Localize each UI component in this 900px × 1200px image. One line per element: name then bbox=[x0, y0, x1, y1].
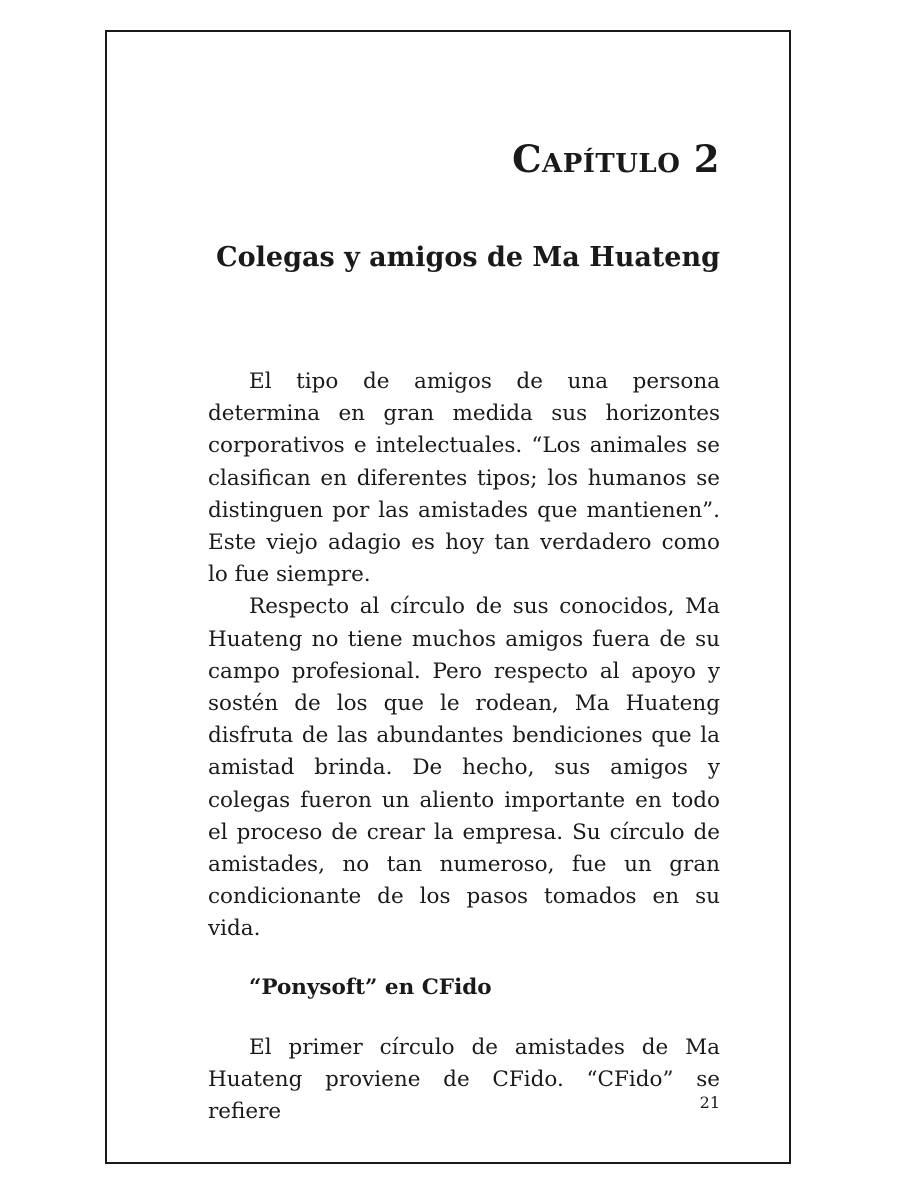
page-number: 21 bbox=[699, 1093, 720, 1112]
chapter-title: Colegas y amigos de Ma Huateng bbox=[216, 242, 720, 273]
paragraph: El tipo de amigos de una persona determina en gran medida sus horizontes corporativos e intelectuales. “Los animales se clasifican en diferentes tipos; los humanos se distinguen por las amistades que mantienen”. Este viejo adagio es hoy tan verdadero como lo fue siempre. bbox=[208, 369, 720, 588]
chapter-label: Capítulo 2 bbox=[512, 137, 720, 181]
body-text bbox=[208, 366, 720, 1128]
paragraph: El primer círculo de amistades de Ma Huateng proviene de CFido. “CFido” se refiere bbox=[208, 1034, 720, 1125]
section-heading: “Ponysoft” en CFido bbox=[249, 974, 492, 1000]
paragraph: Respecto al círculo de sus conocidos, Ma Huateng no tiene muchos amigos fuera de su campo profesional. Pero respecto al apoyo y sostén de los que le rodean, Ma Huateng disfruta de las abundantes bendiciones que la amistad brinda. De hecho, sus amigos y colegas fueron un aliento importante en todo el proceso de crear la empresa. Su círculo de amistades, no tan numeroso, fue un gran condicionante de los pasos tomados en su vida. bbox=[208, 594, 720, 942]
